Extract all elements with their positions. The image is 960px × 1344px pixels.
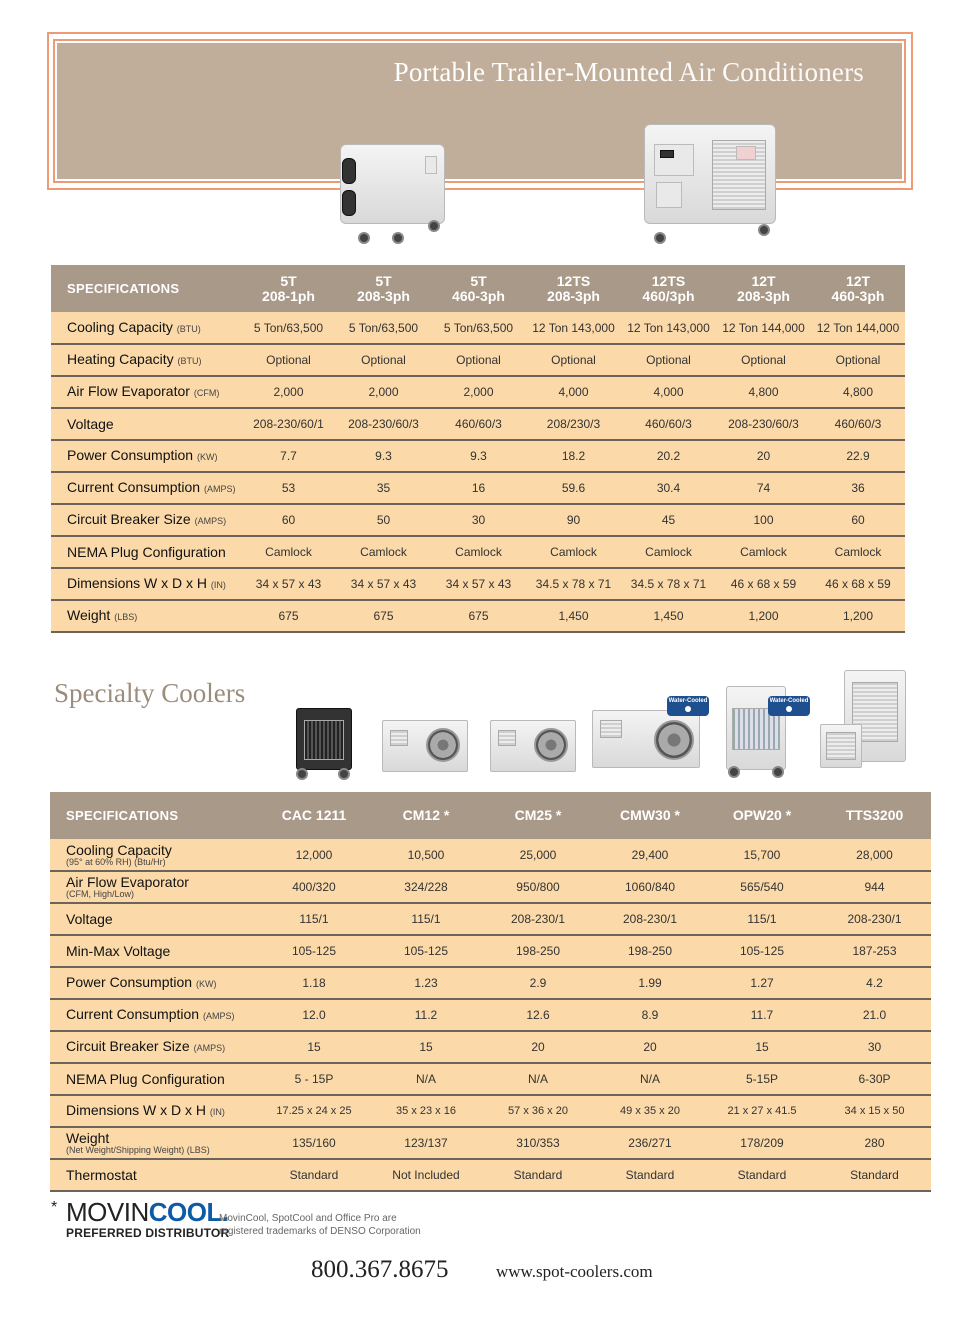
- section-title-light: Coolers: [161, 678, 246, 708]
- table-cell: 310/353: [482, 1127, 594, 1159]
- column-header: TTS3200: [818, 792, 931, 839]
- table-cell: 22.9: [811, 440, 905, 472]
- water-cooled-badge: Water-Cooled: [667, 696, 709, 716]
- table-cell: Camlock: [621, 536, 716, 568]
- table-cell: 12 Ton 144,000: [716, 312, 811, 344]
- table-cell: 35: [336, 472, 431, 504]
- table-row: [50, 1127, 931, 1159]
- table-cell: Optional: [716, 344, 811, 376]
- table-cell: 2,000: [431, 376, 526, 408]
- table-cell: 115/1: [706, 903, 818, 935]
- row-label: Circuit Breaker Size (AMPS): [50, 1031, 258, 1063]
- table-header-row: [50, 792, 931, 839]
- table-cell: 115/1: [370, 903, 482, 935]
- column-header: 12TS 460/3ph: [621, 265, 716, 312]
- table-header-row: [51, 265, 905, 312]
- table-cell: 5 Ton/63,500: [241, 312, 336, 344]
- table-cell: 236/271: [594, 1127, 706, 1159]
- table-cell: 7.7: [241, 440, 336, 472]
- table-cell: N/A: [594, 1063, 706, 1095]
- water-cooled-badge: Water-Cooled: [768, 696, 810, 716]
- table-cell: 53: [241, 472, 336, 504]
- cm12-image: [380, 716, 472, 778]
- table-cell: Camlock: [811, 536, 905, 568]
- table-row: [51, 472, 905, 504]
- table-cell: 21.0: [818, 999, 931, 1031]
- table-row: [50, 839, 931, 871]
- row-label: Air Flow Evaporator (CFM): [51, 376, 241, 408]
- table-cell: Camlock: [431, 536, 526, 568]
- row-label: Power Consumption (KW): [50, 967, 258, 999]
- table-cell: 34 x 57 x 43: [336, 568, 431, 600]
- table-cell: 280: [818, 1127, 931, 1159]
- column-header-specs: SPECIFICATIONS: [51, 265, 241, 312]
- cm25-image: [488, 716, 580, 778]
- table-cell: 105-125: [706, 935, 818, 967]
- column-header: 5T 208-1ph: [241, 265, 336, 312]
- table-row: [51, 568, 905, 600]
- table-cell: 6-30P: [818, 1063, 931, 1095]
- table-cell: Camlock: [241, 536, 336, 568]
- row-label: Circuit Breaker Size (AMPS): [51, 504, 241, 536]
- table-cell: 57 x 36 x 20: [482, 1095, 594, 1127]
- table-cell: 60: [811, 504, 905, 536]
- table-cell: 9.3: [431, 440, 526, 472]
- table-cell: 25,000: [482, 839, 594, 871]
- trailer-unit-5t-image: [330, 138, 450, 250]
- table-cell: 10,500: [370, 839, 482, 871]
- table-row: [50, 967, 931, 999]
- table-cell: 1060/840: [594, 871, 706, 903]
- row-label: Current Consumption (AMPS): [51, 472, 241, 504]
- table-row: [51, 536, 905, 568]
- table-cell: 12.6: [482, 999, 594, 1031]
- table-cell: 105-125: [370, 935, 482, 967]
- column-header: 12TS 208-3ph: [526, 265, 621, 312]
- phone-number[interactable]: 800.367.8675: [311, 1256, 449, 1283]
- table-cell: 460/60/3: [811, 408, 905, 440]
- table-cell: 1,450: [526, 600, 621, 632]
- table-cell: 2.9: [482, 967, 594, 999]
- table-cell: Optional: [431, 344, 526, 376]
- table-cell: Optional: [241, 344, 336, 376]
- table-row: [50, 1159, 931, 1191]
- table-row: [50, 903, 931, 935]
- table-cell: 30: [431, 504, 526, 536]
- table-cell: 675: [336, 600, 431, 632]
- table-cell: 198-250: [594, 935, 706, 967]
- table-cell: Optional: [811, 344, 905, 376]
- row-label: Cooling Capacity (95° at 60% RH) (Btu/Hr): [50, 839, 258, 871]
- table-cell: Optional: [336, 344, 431, 376]
- table-row: [50, 871, 931, 903]
- table-cell: 565/540: [706, 871, 818, 903]
- table-cell: 1.99: [594, 967, 706, 999]
- table-cell: 1.27: [706, 967, 818, 999]
- table-cell: 460/60/3: [621, 408, 716, 440]
- website-link[interactable]: www.spot-coolers.com: [496, 1262, 653, 1281]
- logo-subtitle: PREFERRED DISTRIBUTOR: [66, 1226, 230, 1240]
- table-cell: Camlock: [526, 536, 621, 568]
- table-cell: 18.2: [526, 440, 621, 472]
- table-cell: 8.9: [594, 999, 706, 1031]
- table-cell: 20: [716, 440, 811, 472]
- table-cell: Standard: [482, 1159, 594, 1191]
- table-row: [51, 440, 905, 472]
- table-cell: 5 - 15P: [258, 1063, 370, 1095]
- column-header: 5T 460-3ph: [431, 265, 526, 312]
- table-cell: 208-230/60/1: [241, 408, 336, 440]
- table-row: [51, 408, 905, 440]
- row-label: Weight (Net Weight/Shipping Weight) (LBS): [50, 1127, 258, 1159]
- table-cell: 29,400: [594, 839, 706, 871]
- table-cell: 15,700: [706, 839, 818, 871]
- table-cell: 4,000: [621, 376, 716, 408]
- table-cell: 1.23: [370, 967, 482, 999]
- table-cell: 100: [716, 504, 811, 536]
- column-header: CM12 *: [370, 792, 482, 839]
- section-title-bold: Specialty: [54, 678, 155, 708]
- row-label: Heating Capacity (BTU): [51, 344, 241, 376]
- table-cell: N/A: [482, 1063, 594, 1095]
- table-cell: 20: [594, 1031, 706, 1063]
- column-header: 12T 208-3ph: [716, 265, 811, 312]
- table-cell: N/A: [370, 1063, 482, 1095]
- table-cell: 2,000: [336, 376, 431, 408]
- table-cell: 135/160: [258, 1127, 370, 1159]
- table-cell: Not Included: [370, 1159, 482, 1191]
- table-cell: Standard: [258, 1159, 370, 1191]
- row-label: NEMA Plug Configuration: [51, 536, 241, 568]
- table-cell: 20: [482, 1031, 594, 1063]
- row-label: Weight (LBS): [51, 600, 241, 632]
- table-cell: 15: [370, 1031, 482, 1063]
- table-cell: 12 Ton 143,000: [621, 312, 716, 344]
- table-cell: 11.7: [706, 999, 818, 1031]
- table-cell: 34.5 x 78 x 71: [526, 568, 621, 600]
- table-row: [50, 999, 931, 1031]
- table-row: [51, 376, 905, 408]
- table-cell: 1.18: [258, 967, 370, 999]
- cac1211-image: [290, 700, 360, 782]
- row-label: Min-Max Voltage: [50, 935, 258, 967]
- table-cell: 20.2: [621, 440, 716, 472]
- table-cell: 34 x 15 x 50: [818, 1095, 931, 1127]
- table-cell: 36: [811, 472, 905, 504]
- table-cell: 5-15P: [706, 1063, 818, 1095]
- table-row: [51, 504, 905, 536]
- table-cell: 30: [818, 1031, 931, 1063]
- column-header: 12T 460-3ph: [811, 265, 905, 312]
- table-cell: 944: [818, 871, 931, 903]
- table-cell: 59.6: [526, 472, 621, 504]
- table-cell: 12 Ton 144,000: [811, 312, 905, 344]
- row-label: Voltage: [51, 408, 241, 440]
- table-cell: 400/320: [258, 871, 370, 903]
- table-cell: 187-253: [818, 935, 931, 967]
- table-cell: 208-230/1: [482, 903, 594, 935]
- row-label: Thermostat: [50, 1159, 258, 1191]
- table-cell: 198-250: [482, 935, 594, 967]
- table-cell: 115/1: [258, 903, 370, 935]
- column-header: OPW20 *: [706, 792, 818, 839]
- table-cell: 46 x 68 x 59: [811, 568, 905, 600]
- row-label: Dimensions W x D x H (IN): [51, 568, 241, 600]
- table-cell: 460/60/3: [431, 408, 526, 440]
- trailer-unit-12t-image: [640, 120, 780, 252]
- table-cell: Optional: [526, 344, 621, 376]
- table-cell: 12.0: [258, 999, 370, 1031]
- table-cell: 9.3: [336, 440, 431, 472]
- column-header-specs: SPECIFICATIONS: [50, 792, 258, 839]
- table-cell: Standard: [594, 1159, 706, 1191]
- table-cell: 4,800: [811, 376, 905, 408]
- table-row: [50, 1031, 931, 1063]
- row-label: Current Consumption (AMPS): [50, 999, 258, 1031]
- table-cell: 123/137: [370, 1127, 482, 1159]
- table-cell: 15: [258, 1031, 370, 1063]
- table-cell: 208/230/3: [526, 408, 621, 440]
- table-cell: 178/209: [706, 1127, 818, 1159]
- table-row: [50, 1063, 931, 1095]
- row-label: Cooling Capacity (BTU): [51, 312, 241, 344]
- table-cell: Standard: [706, 1159, 818, 1191]
- table-cell: 49 x 35 x 20: [594, 1095, 706, 1127]
- table-cell: Optional: [621, 344, 716, 376]
- table-cell: Standard: [818, 1159, 931, 1191]
- tts3200-image: [818, 668, 910, 778]
- table-row: [51, 600, 905, 632]
- row-label: Voltage: [50, 903, 258, 935]
- table-cell: 5 Ton/63,500: [431, 312, 526, 344]
- title-light: Air Conditioners: [678, 57, 864, 87]
- table-cell: 208-230/60/3: [336, 408, 431, 440]
- table-cell: 1,200: [716, 600, 811, 632]
- table-cell: 28,000: [818, 839, 931, 871]
- table-cell: 4.2: [818, 967, 931, 999]
- table-cell: 17.25 x 24 x 25: [258, 1095, 370, 1127]
- table-cell: 1,450: [621, 600, 716, 632]
- table-cell: Camlock: [716, 536, 811, 568]
- table-cell: 11.2: [370, 999, 482, 1031]
- column-header: CMW30 *: [594, 792, 706, 839]
- table-cell: 12 Ton 143,000: [526, 312, 621, 344]
- table-cell: 675: [431, 600, 526, 632]
- table-row: [50, 1095, 931, 1127]
- table-row: [51, 312, 905, 344]
- table-cell: 21 x 27 x 41.5: [706, 1095, 818, 1127]
- table-cell: 105-125: [258, 935, 370, 967]
- row-label: NEMA Plug Configuration: [50, 1063, 258, 1095]
- table-cell: Camlock: [336, 536, 431, 568]
- page-title: [394, 57, 864, 88]
- table-cell: 34 x 57 x 43: [431, 568, 526, 600]
- table-cell: 208-230/60/3: [716, 408, 811, 440]
- table-cell: 12,000: [258, 839, 370, 871]
- column-header: 5T 208-3ph: [336, 265, 431, 312]
- table-cell: 5 Ton/63,500: [336, 312, 431, 344]
- table-cell: 208-230/1: [818, 903, 931, 935]
- table-cell: 60: [241, 504, 336, 536]
- table-row: [50, 935, 931, 967]
- table-cell: 50: [336, 504, 431, 536]
- table-row: [51, 344, 905, 376]
- table-cell: 4,000: [526, 376, 621, 408]
- section-title: [54, 678, 245, 709]
- table-cell: 208-230/1: [594, 903, 706, 935]
- movincool-logo: MOVINCOOL. PREFERRED DISTRIBUTOR: [66, 1197, 230, 1240]
- table-cell: 2,000: [241, 376, 336, 408]
- title-bold: Portable Trailer-Mounted: [393, 57, 674, 87]
- row-label: Air Flow Evaporator (CFM, High/Low): [50, 871, 258, 903]
- table-cell: 950/800: [482, 871, 594, 903]
- trademark-note: MovinCool, SpotCool and Office Pro are registered trademarks of DENSO Corporation: [219, 1213, 421, 1237]
- table-cell: 90: [526, 504, 621, 536]
- row-label: Power Consumption (KW): [51, 440, 241, 472]
- column-header: CAC 1211: [258, 792, 370, 839]
- table-cell: 46 x 68 x 59: [716, 568, 811, 600]
- specialty-spec-table: [50, 792, 931, 1192]
- table-cell: 30.4: [621, 472, 716, 504]
- table-cell: 34.5 x 78 x 71: [621, 568, 716, 600]
- table-cell: 45: [621, 504, 716, 536]
- table-cell: 16: [431, 472, 526, 504]
- table-cell: 15: [706, 1031, 818, 1063]
- table-cell: 324/228: [370, 871, 482, 903]
- table-cell: 4,800: [716, 376, 811, 408]
- asterisk-note: *: [51, 1199, 58, 1216]
- trailer-spec-table: [51, 265, 905, 633]
- table-cell: 74: [716, 472, 811, 504]
- table-cell: 35 x 23 x 16: [370, 1095, 482, 1127]
- table-cell: 34 x 57 x 43: [241, 568, 336, 600]
- row-label: Dimensions W x D x H (IN): [50, 1095, 258, 1127]
- table-cell: 675: [241, 600, 336, 632]
- column-header: CM25 *: [482, 792, 594, 839]
- table-cell: 1,200: [811, 600, 905, 632]
